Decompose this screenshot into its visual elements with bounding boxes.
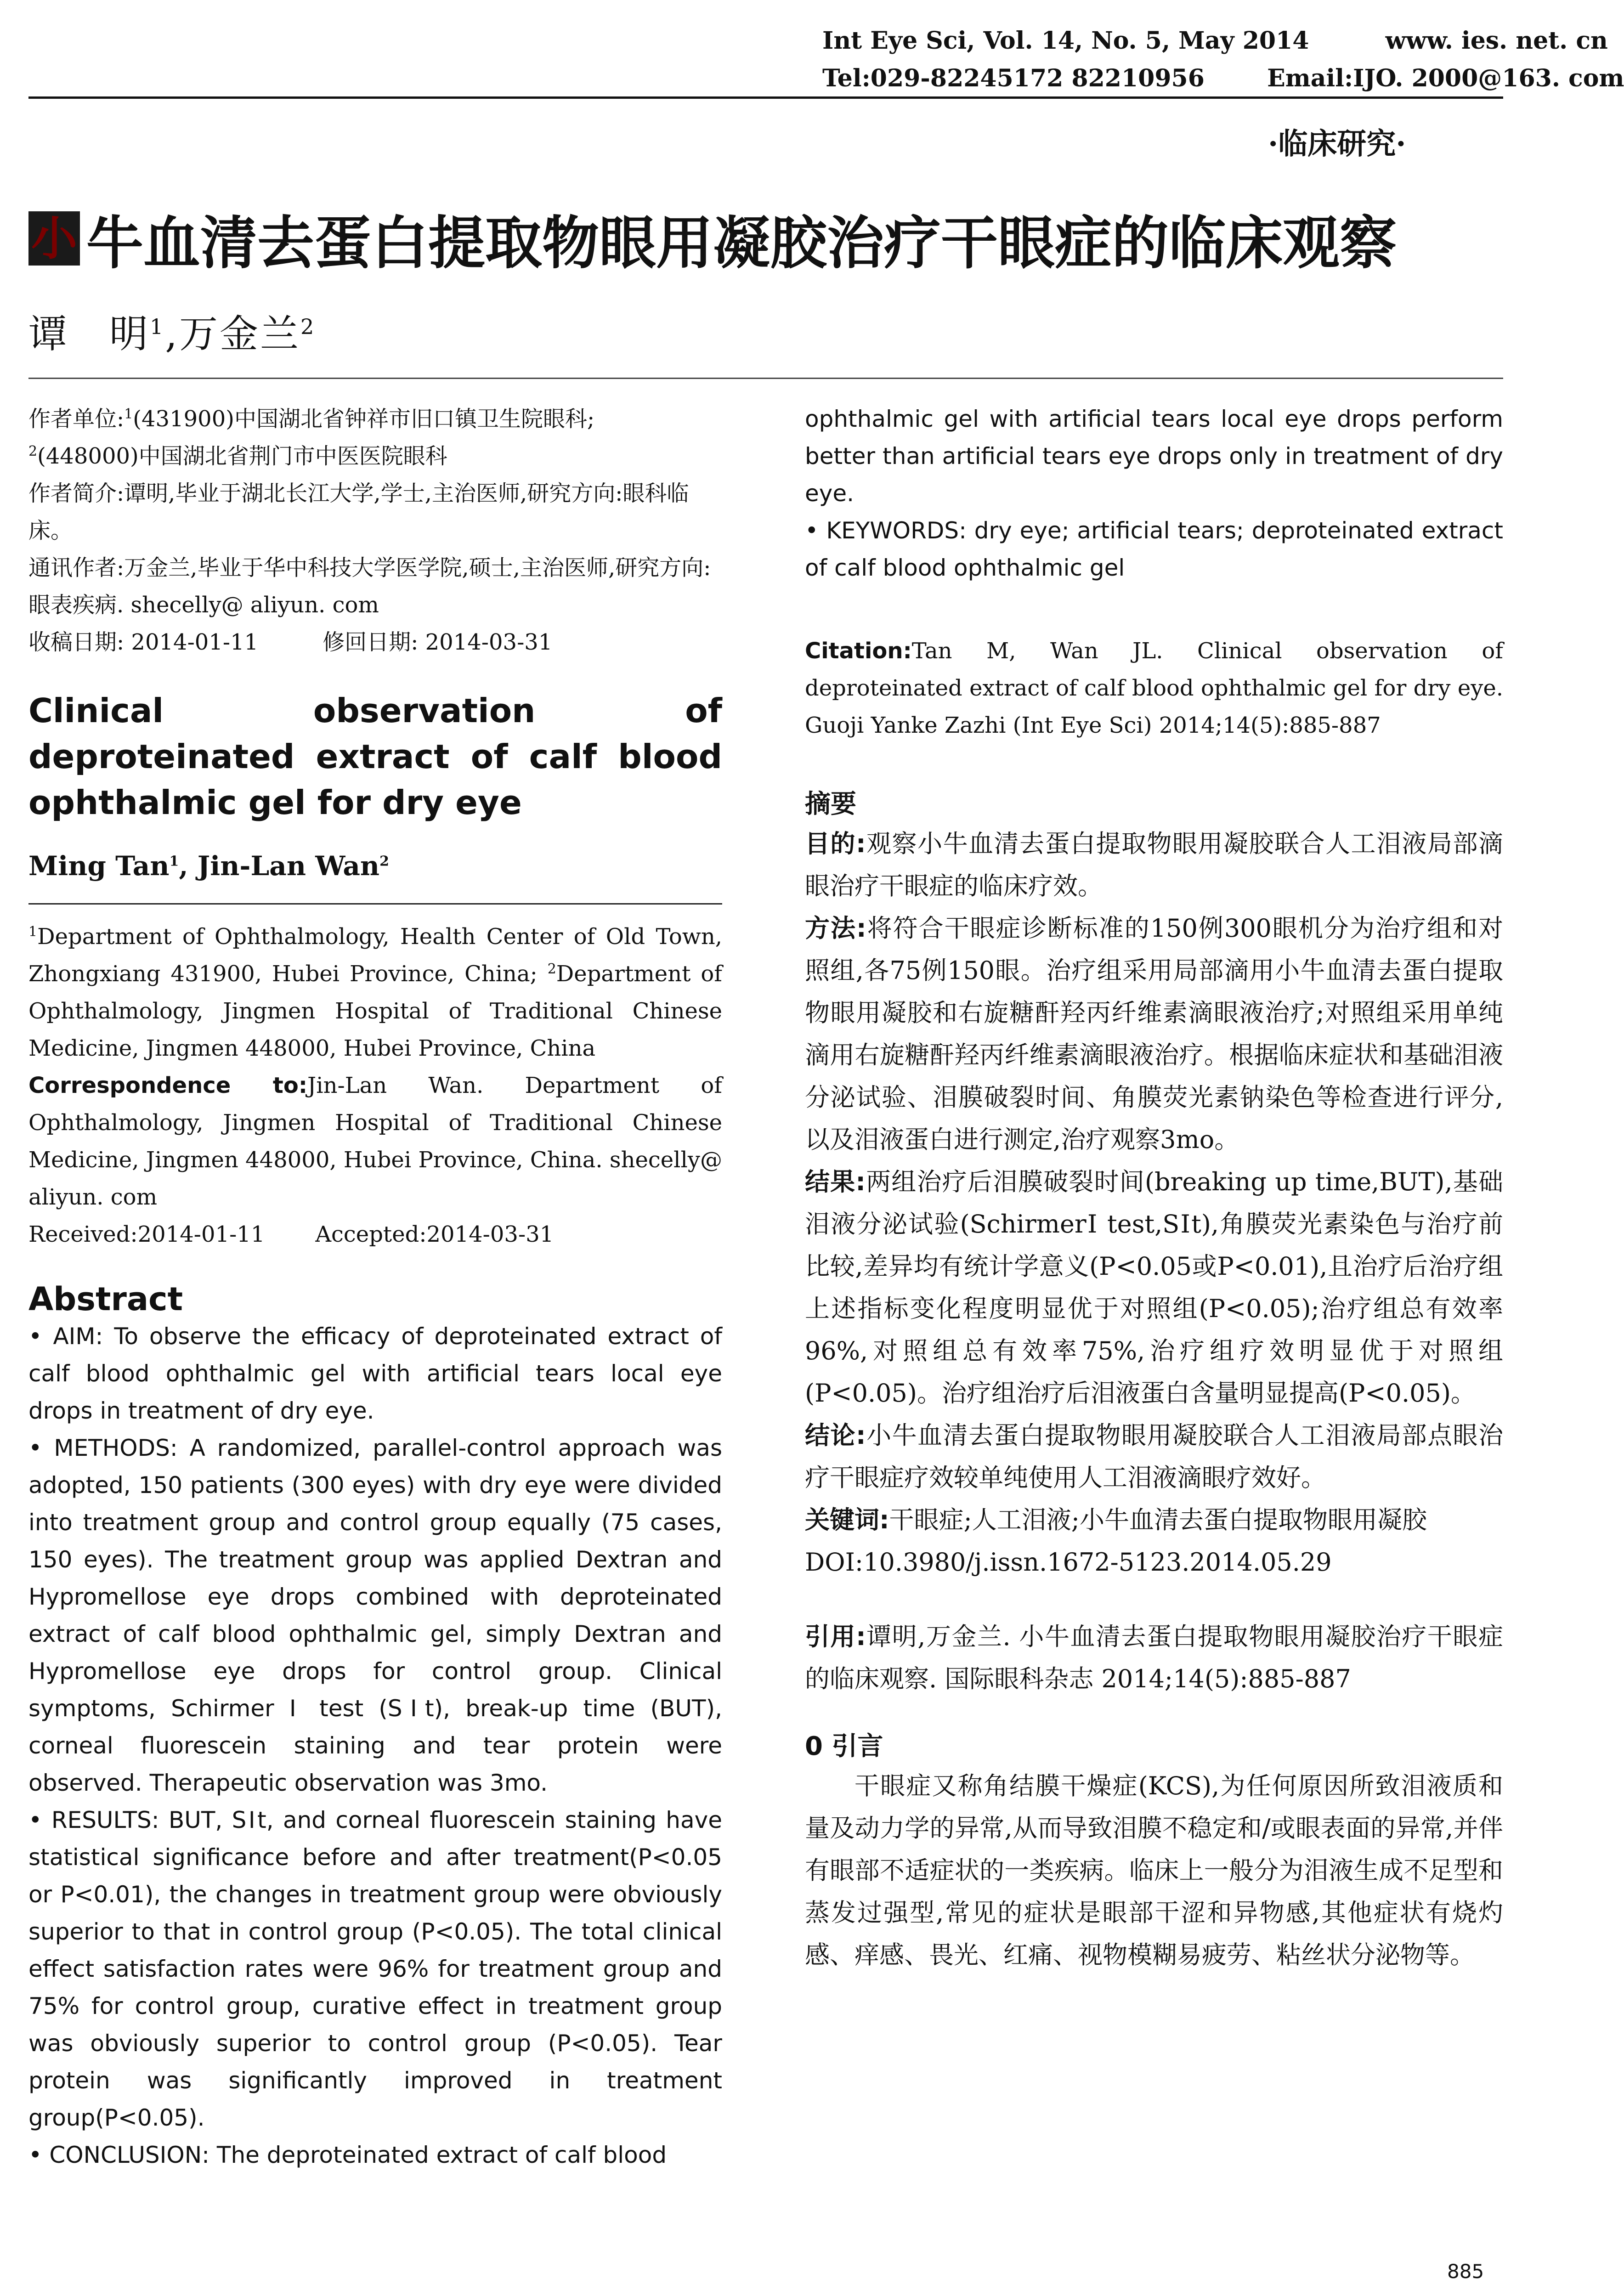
zh-method: 方法:将符合干眼症诊断标准的150例300眼机分为治疗组和对照组,各75例150眼。治疗组采用局部滴用小牛血清去蛋白提取物眼用凝胶和右旋糖酐羟丙纤维素滴眼液治疗;对照组采用单纯滴用右旋糖酐羟丙纤维素滴眼液治疗。根据临床症状和基础泪液分泌试验、泪膜破裂时间、角膜荧光素钠染色等检查进行评分,以及泪液蛋白进行测定,治疗观察3mo。 — [805, 914, 1503, 1154]
author-bio: 作者简介:谭明,毕业于湖北长江大学,学士,主治医师,研究方向:眼科临床。 — [28, 481, 689, 543]
english-affiliations: $^1$Department of Ophthalmology, Health Center of Old Town, Zhongxiang 431900, Hubei Province, China; $^2$Department of Ophthalmology, Jingmen Hospital of Traditional Chinese Medicine, Jingmen 448000, Hubei Province, China — [28, 924, 722, 1061]
zh-citation: 引用:谭明,万金兰. 小牛血清去蛋白提取物眼用凝胶治疗干眼症的临床观察. 国际眼科杂志 2014;14(5):885-887 — [805, 1622, 1503, 1693]
left-column — [28, 401, 722, 2174]
author-2-sup: 2 — [300, 314, 316, 339]
author-2: 万金兰 — [179, 311, 301, 356]
english-title: Clinical observation of deproteinated extract of calf blood ophthalmic gel for dry eye — [28, 691, 722, 822]
page-number: 885 — [1447, 2260, 1484, 2283]
zh-conclusion: 结论:小牛血清去蛋白提取物眼用凝胶联合人工泪液局部点眼治疗干眼症疗效较单纯使用人工泪液滴眼疗效好。 — [805, 1421, 1503, 1492]
abstract-conclusion-start: • CONCLUSION: The deproteinated extract of calf blood — [28, 2142, 667, 2168]
running-header-line-2 — [822, 64, 1624, 92]
author-1-sup: 1 — [150, 314, 165, 339]
abstract-heading: Abstract — [28, 1280, 183, 1318]
journal-citation: Int Eye Sci, Vol. 14, No. 5, May 2014 — [822, 27, 1309, 55]
zh-result: 结果:两组治疗后泪膜破裂时间(breaking up time,BUT),基础泪液分泌试验(SchirmerⅠ test,SⅠt),角膜荧光素染色与治疗前比较,差异均有统计学意义(P<0.05或P<0.01),且治疗后治疗组上述指标变化程度明显优于对照组(P<0.05);治疗组总有效率96%,对照组总有效率75%,治疗组疗效明显优于对照组(P<0.05)。治疗组治疗后泪液蛋白含量明显提高(P<0.05)。 — [805, 1167, 1503, 1408]
english-correspondence: Correspondence to:Jin-Lan Wan. Department of Ophthalmology, Jingmen Hospital of Traditional Chinese Medicine, Jingmen 448000, Hubei Province, China. shecelly@ aliyun. com — [28, 1073, 722, 1210]
zh-keywords: 关键词:干眼症;人工泪液;小牛血清去蛋白提取物眼用凝胶 — [805, 1505, 1427, 1534]
english-authors: Ming Tan$^1$, Jin-Lan Wan$^2$ — [28, 850, 389, 882]
zh-abstract-heading: 摘要 — [805, 789, 856, 819]
abstract-results: • RESULTS: BUT, SⅠt, and corneal fluorescein staining have statistical significance before and after treatment(P<0.05 or P<0.01), the changes in treatment group were obviously superior to that in control group (P<0.05). The total clinical effect satisfaction rates were 96% for treatment group and 75% for control group, curative effect in treatment group was obviously superior to control group (P<0.05). Tear protein was significantly improved in treatment group(P<0.05). — [28, 1807, 722, 2131]
journal-email[interactable]: Email:IJO. 2000@163. com — [1267, 64, 1624, 92]
journal-tel: Tel:029-82245172 82210956 — [822, 64, 1205, 92]
title-text: 牛血清去蛋白提取物眼用凝胶治疗干眼症的临床观察 — [86, 210, 1397, 277]
zh-purpose: 目的:观察小牛血清去蛋白提取物眼用凝胶联合人工泪液局部滴眼治疗干眼症的临床疗效。 — [805, 829, 1503, 900]
intro-paragraph: 干眼症又称角结膜干燥症(KCS),为任何原因所致泪液质和量及动力学的异常,从而导致泪膜不稳定和/或眼表面的异常,并伴有眼部不适症状的一类疾病。临床上一般分为泪液生成不足型和蒸发过强型,常见的症状是眼部干涩和异物感,其他症状有烧灼感、痒感、畏光、红痛、视物模糊易疲劳、粘丝状分泌物等。 — [805, 1771, 1503, 1969]
section-tag: ·临床研究· — [1268, 127, 1406, 161]
journal-website[interactable]: www. ies. net. cn — [1385, 27, 1608, 55]
abstract-conclusion-end: ophthalmic gel with artificial tears local eye drops perform better than artificial tears eye drops only in treatment of dry eye. — [805, 406, 1503, 507]
doi[interactable]: DOI:10.3980/j.issn.1672-5123.2014.05.29 — [805, 1548, 1332, 1577]
abstract-methods: • METHODS: A randomized, parallel-control approach was adopted, 150 patients (300 eyes) with dry eye were divided into treatment group and control group equally (75 cases, 150 eyes). The treatment group was applied Dextran and Hypromellose eye drops combined with deproteinated extract of calf blood ophthalmic gel, simply Dextran and Hypromellose eye drops for control group. Clinical symptoms, Schirmer Ⅰ test (SⅠt), break-up time (BUT), corneal fluorescein staining and tear protein were observed. Therapeutic observation was 3mo. — [28, 1435, 722, 1796]
header-rule — [28, 96, 1503, 99]
title-marked-char: 小 — [28, 211, 80, 266]
author-unit: 作者单位:$^1$(431900)中国湖北省钟祥市旧口镇卫生院眼科; $^2$(448000)中国湖北省荆门市中医医院眼科 — [28, 406, 595, 469]
intro-heading: 0 引言 — [805, 1731, 883, 1761]
right-column — [805, 401, 1503, 1976]
abstract-aim: • AIM: To observe the efficacy of deproteinated extract of calf blood ophthalmic gel with artificial tears local eye drops in treatment of dry eye. — [28, 1323, 722, 1424]
author-1: 谭 明 — [28, 311, 150, 356]
citation-en: Citation:Tan M, Wan JL. Clinical observation of deproteinated extract of calf blood ophthalmic gel for dry eye. Guoji Yanke Zazhi (Int Eye Sci) 2014;14(5):885-887 — [805, 638, 1503, 738]
title-rule — [28, 378, 1503, 379]
abstract-keywords: • KEYWORDS: dry eye; artificial tears; deproteinated extract of calf blood ophthalmic gel — [805, 517, 1503, 581]
article-title — [28, 198, 1397, 279]
author-sep: , — [165, 311, 179, 356]
authors-cn — [28, 303, 316, 359]
corresponding-author-cn: 通讯作者:万金兰,毕业于华中科技大学医学院,硕士,主治医师,研究方向:眼表疾病. shecelly@ aliyun. com — [28, 555, 711, 618]
dates-cn: 收稿日期: 2014-01-11 修回日期: 2014-03-31 — [28, 629, 553, 655]
english-dates: Received:2014-01-11 Accepted:2014-03-31 — [28, 1222, 554, 1247]
running-header-line-1 — [822, 27, 1608, 55]
